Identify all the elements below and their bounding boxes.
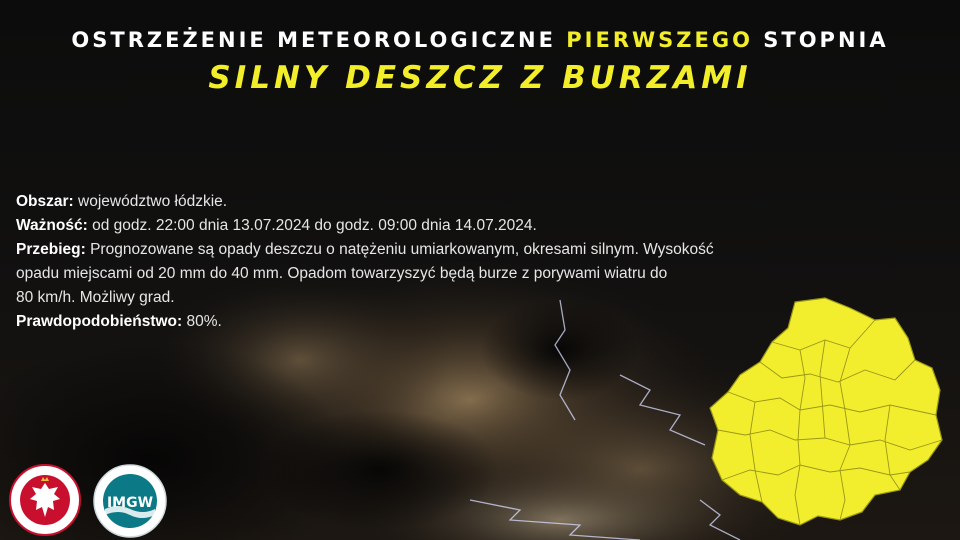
warning-type: SILNY DESZCZ Z BURZAMI xyxy=(208,60,752,96)
imgw-abbreviation: IMGW xyxy=(106,495,154,511)
warning-degree: PIERWSZEGO xyxy=(566,28,753,52)
lodzkie-voivodeship-map xyxy=(700,290,950,535)
course-label: Przebieg: xyxy=(16,241,86,258)
area-label: Obszar: xyxy=(16,193,74,210)
course-line-2: opadu miejscami od 20 mm do 40 mm. Opadom towarzyszyć będą burze z porywami wiatru do xyxy=(16,265,668,282)
voivodeship-outline xyxy=(710,298,942,525)
probability-value: 80%. xyxy=(186,313,222,330)
area-value: województwo łódzkie. xyxy=(78,193,228,210)
course-line-1: Prognozowane są opady deszczu o natężeniu umiarkowanym, okresami silnym. Wysokość xyxy=(90,241,714,258)
probability-label: Prawdopodobieństwo: xyxy=(16,313,183,330)
warning-header xyxy=(0,28,960,96)
validity-label: Ważność: xyxy=(16,217,88,234)
course-line-3: 80 km/h. Możliwy grad. xyxy=(16,289,175,306)
validity-value: od godz. 22:00 dnia 13.07.2024 do godz. 09:00 dnia 14.07.2024. xyxy=(92,217,537,234)
warning-title: OSTRZEŻENIE METEOROLOGICZNE PIERWSZEGO STOPNIA xyxy=(71,28,889,52)
area-row xyxy=(16,190,836,214)
imgw-logo xyxy=(92,463,168,539)
course-row xyxy=(16,238,836,262)
validity-row xyxy=(16,214,836,238)
lodz-voivodeship-office-logo xyxy=(8,463,82,537)
